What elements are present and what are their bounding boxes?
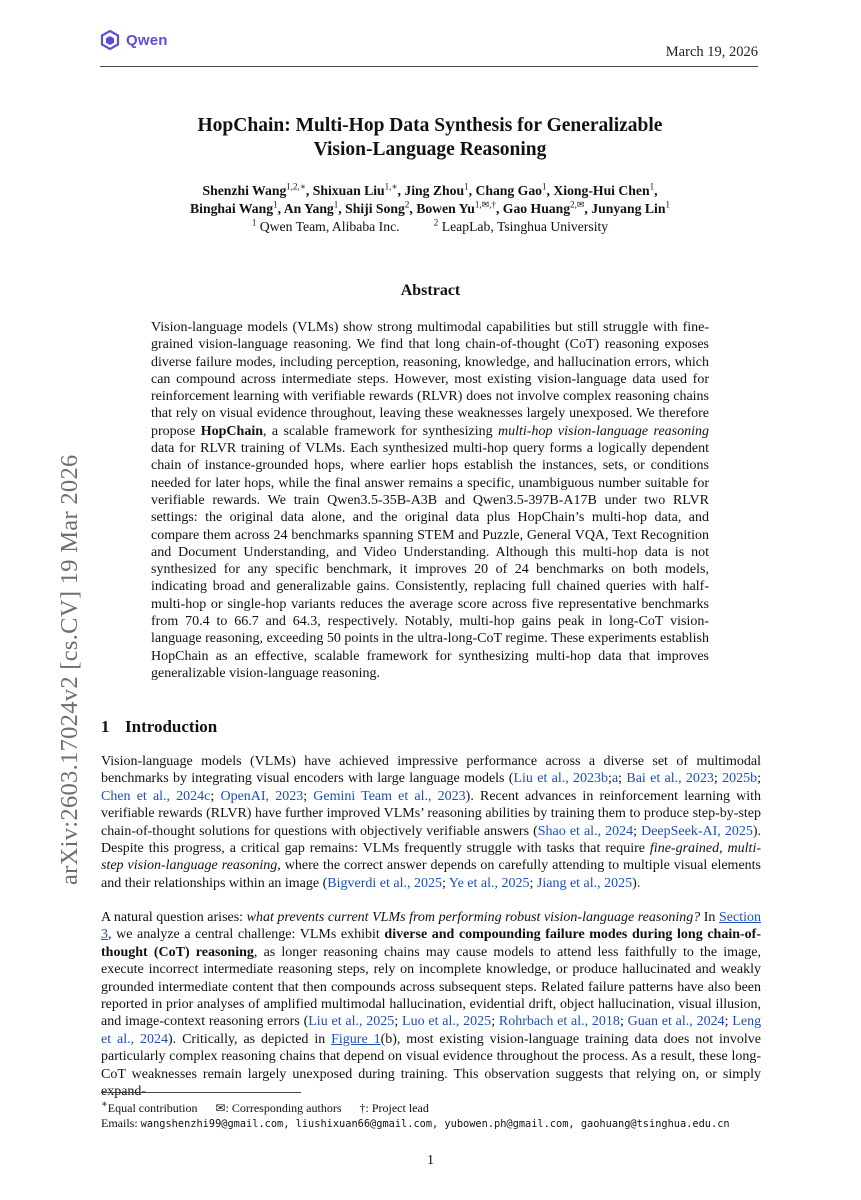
citation-separator: ; [757, 771, 762, 787]
footnote-legend [101, 1097, 761, 1116]
project-lead-mark: † [359, 1101, 366, 1115]
affiliations [110, 218, 750, 236]
citation-link[interactable]: Shao et al., 2024 [537, 823, 634, 839]
body-text: , as longer reasoning chains may cause models to attend less faithfully to the image, execute incorrect intermediate reasoning steps, rely on incomplete knowledge, or produce hallucinated and weakly grounded intermediate content that then compounds across subsequent steps. Related failure patterns have also been reported in prior analyses of amplified multimodal hallucination, evidential drift, object hallucination, visual illusion, and image-context reasoning errors ( [101, 944, 761, 1030]
author-affiliation-mark: 1,✉,† [474, 199, 496, 210]
author-name: Shixuan Liu [312, 183, 385, 198]
intro-paragraph-1 [101, 753, 761, 892]
publication-date: March 19, 2026 [665, 44, 758, 60]
corresponding-author-mark: ✉ [215, 1101, 226, 1115]
abstract-text: Vision-language models (VLMs) show strong multimodal capabilities but still struggle with fine-grained vision-language reasoning. We find that long chain-of-thought (CoT) reasoning exposes diverse failure modes, including perception, reasoning, knowledge, and hallucination errors, which can compound across intermediate steps. However, most existing vision-language data used for reinforcement learning with verifiable rewards (RLVR) does not involve complex reasoning chains that rely on visual evidence throughout, leaving these weaknesses largely unexposed. We therefore propose [151, 320, 709, 439]
author-affiliation-mark: 1 [273, 199, 278, 210]
citation-separator: ; [303, 788, 314, 804]
author-separator: , [468, 183, 476, 198]
title-line-2: Vision-Language Reasoning [313, 139, 547, 160]
author-separator: , [409, 201, 417, 216]
abstract-heading: Abstract [400, 282, 461, 299]
author-name: Binghai Wang [190, 201, 274, 216]
email-addresses[interactable]: wangshenzhi99@gmail.com, liushixuan66@gmail.com, yubowen.ph@gmail.com, gaohuang@tsinghua.edu.cn [140, 1118, 730, 1130]
citation-separator: ; [491, 1014, 499, 1030]
citation-link[interactable]: Ye et al., 2025 [448, 875, 530, 891]
author-separator: , [584, 201, 592, 216]
author-affiliation-mark: 1 [665, 199, 670, 210]
citation-link[interactable]: DeepSeek-AI, 2025 [641, 823, 753, 839]
author-separator: , [305, 183, 313, 198]
affiliation-mark: 1 [251, 217, 257, 228]
body-text: ). Critically, as depicted in [168, 1031, 332, 1047]
author-name: Xiong-Hui Chen [553, 183, 650, 198]
citation-link[interactable]: Guan et al., 2024 [627, 1014, 725, 1030]
body-text: ). Recent advances in reinforcement learning with verifiable rewards (RLVR) have further improved VLMs’ reasoning abilities by training them to produce step-by-step chain-of-thought solutions for questions with objectively verifiable answers ( [101, 788, 762, 839]
author-name: Gao Huang [502, 201, 571, 216]
body-bold: diverse and compounding failure modes during long chain-of-thought (CoT) reasoning [101, 927, 761, 960]
affiliation-qwen: Qwen Team, Alibaba Inc. [259, 219, 400, 234]
intro-paragraph-2 [101, 909, 761, 1100]
citation-link[interactable]: Gemini Team et al., 2023 [313, 788, 466, 804]
body-text: ). [632, 875, 641, 891]
header-divider [100, 66, 758, 67]
author-block [110, 182, 750, 236]
body-text: In [700, 910, 719, 925]
citation-link[interactable]: OpenAI, 2023 [220, 788, 304, 804]
author-line-2 [110, 200, 750, 218]
body-text: A natural question arises: [101, 910, 247, 925]
logo-text: Qwen [126, 31, 168, 49]
author-separator: , [397, 183, 405, 198]
citation-link[interactable]: Leng et al., 2024 [101, 1014, 762, 1047]
author-separator: , [277, 201, 284, 216]
abstract-body [151, 319, 709, 682]
qwen-logo-icon [100, 30, 120, 50]
project-lead-label: : Project lead [365, 1101, 429, 1115]
author-affiliation-mark: 1,2,∗ [286, 181, 306, 192]
author-separator: , [338, 201, 346, 216]
author-name: An Yang [283, 201, 334, 216]
author-separator: , [654, 183, 658, 198]
citation-separator: ; [713, 771, 723, 787]
qwen-logo [100, 30, 168, 50]
citation-link[interactable]: Jiang et al., 2025 [536, 875, 633, 891]
figure-1-link[interactable]: Figure 1 [331, 1031, 381, 1047]
affiliation-mark: 2 [433, 217, 439, 228]
section-heading [101, 717, 217, 737]
title-line-1: HopChain: Multi-Hop Data Synthesis for Generalizable [197, 115, 663, 136]
page-number: 1 [427, 1153, 434, 1168]
citation-separator: ; [619, 1014, 628, 1030]
citation-separator: ; [633, 823, 642, 839]
citation-link[interactable]: Bigverdi et al., 2025 [327, 875, 442, 891]
section-title: Introduction [125, 717, 218, 736]
hopchain-name: HopChain [200, 423, 263, 439]
author-name: Chang Gao [475, 183, 543, 198]
author-affiliation-mark: 2,✉ [570, 199, 585, 210]
author-separator: , [546, 183, 554, 198]
citation-separator: ; [529, 875, 537, 891]
section-3-link[interactable]: Section 3 [101, 910, 761, 943]
body-emphasis: fine-grained, multi-step vision-language reasoning [101, 841, 762, 874]
paper-title [130, 114, 730, 162]
author-name: Jing Zhou [404, 183, 465, 198]
author-affiliation-mark: 1 [464, 181, 469, 192]
citation-link[interactable]: Bai et al., 2023 [626, 771, 714, 787]
citation-separator: ; [441, 875, 449, 891]
author-affiliation-mark: 1 [649, 181, 655, 192]
footnotes [101, 1092, 761, 1132]
author-affiliation-mark: 1 [333, 199, 339, 210]
citation-link[interactable]: Luo et al., 2025 [402, 1014, 492, 1030]
corresponding-author-label: : Corresponding authors [225, 1101, 342, 1115]
citation-link[interactable]: Liu et al., 2025 [308, 1014, 395, 1030]
author-name: Junyang Lin [591, 201, 666, 216]
author-affiliation-mark: 1 [542, 181, 547, 192]
body-text: , we analyze a central challenge: VLMs exhibit [108, 927, 385, 943]
body-emphasis: what prevents current VLMs from performing robust vision-language reasoning? [246, 910, 701, 925]
author-affiliation-mark: 1,∗ [384, 181, 398, 192]
section-number: 1 [101, 717, 110, 736]
body-text: (b), most existing vision-language training data does not involve particularly complex reasoning chains that depend on visual evidence throughout the process. As a result, these long-CoT weaknesses remain largely unexposed during training. This observation suggests that relying on, or simply expand- [101, 1031, 761, 1100]
citation-link[interactable]: a [611, 771, 619, 787]
body-text: ). Despite this progress, a critical gap remains: VLMs frequently struggle with tasks that require [101, 823, 762, 857]
abstract-text: data for RLVR training of VLMs. Each synthesized multi-hop query forms a logically dependent chain of instance-grounded hops, where earlier hops establish the instances, sets, or conditions needed for later hops, while the final answer remains a specific, unambiguous number suitable for verifiable rewards. We train Qwen3.5-35B-A3B and Qwen3.5-397B-A17B under two RLVR settings: the original data alone, and the original data plus HopChain’s multi-hop data, and compare them across 24 benchmarks spanning STEM and Puzzle, General VQA, Text Recognition and Document Understanding, and Video Understanding. Although this multi-hop data is not synthesized for any specific benchmark, it improves 20 of 24 benchmarks on both models, indicating broad and generalizable gains. Consistently, replacing full chained queries with half-multi-hop or single-hop variants reduces the average score across five representative benchmarks from 70.4 to 66.7 and 64.3, respectively. Notably, multi-hop gains peak in long-CoT vision-language reasoning, exceeding 50 points in the ultra-long-CoT regime. These experiments establish HopChain as an effective, scalable framework for synthesizing multi-hop data that improves generalizable vision-language reasoning. [151, 441, 709, 681]
abstract-emphasis: multi-hop vision-language reasoning [498, 423, 709, 439]
author-name: Bowen Yu [416, 201, 475, 216]
abstract-text: , a scalable framework for synthesizing [263, 423, 499, 439]
emails-label: Emails: [101, 1116, 138, 1130]
citation-separator: ; [608, 771, 612, 787]
citation-separator: ; [724, 1014, 733, 1030]
author-line-1 [110, 182, 750, 200]
citation-separator: ; [618, 771, 627, 787]
body-text: Vision-language models (VLMs) have achieved impressive performance across a diverse set of multimodal benchmarks by integrating visual encoders with large language models ( [101, 754, 761, 787]
citation-separator: ; [210, 788, 221, 804]
footnote-divider [101, 1092, 301, 1093]
equal-contribution-mark: ∗ [101, 1099, 108, 1110]
email-line [101, 1116, 761, 1132]
equal-contribution-label: Equal contribution [107, 1101, 198, 1115]
author-affiliation-mark: 2 [404, 199, 410, 210]
citation-link[interactable]: Chen et al., 2024c [101, 788, 211, 804]
author-name: Shiji Song [345, 201, 405, 216]
citation-separator: ; [394, 1014, 403, 1030]
citation-link[interactable]: Rohrbach et al., 2018 [498, 1014, 620, 1030]
author-separator: , [495, 201, 503, 216]
arxiv-identifier: arXiv:2603.17024v2 [cs.CV] 19 Mar 2026 [56, 454, 83, 885]
citation-link[interactable]: Liu et al., 2023b [513, 771, 609, 787]
affiliation-tsinghua: LeapLab, Tsinghua University [441, 219, 609, 234]
author-name: Shenzhi Wang [202, 183, 287, 198]
citation-link[interactable]: 2025b [722, 771, 758, 787]
body-text: , where the correct answer depends on carefully attending to multiple visual elements and their relationships within an image ( [101, 858, 762, 891]
